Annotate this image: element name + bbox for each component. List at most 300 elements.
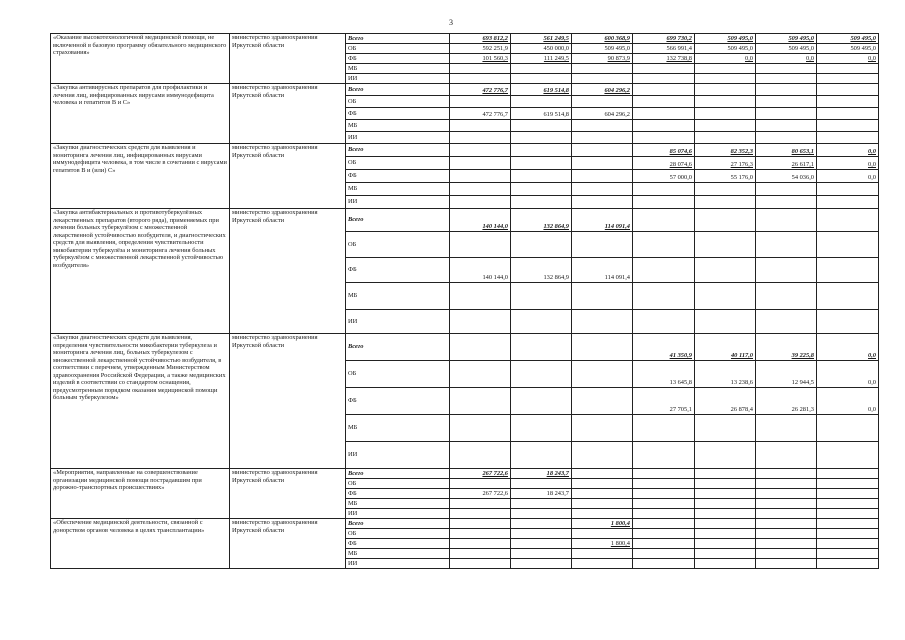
amount-cell (695, 310, 756, 334)
funding-source: ФБ (346, 539, 450, 549)
amount-cell (511, 196, 572, 209)
amount-cell: 561 249,5 (511, 34, 572, 44)
funding-source: ИИ (346, 132, 450, 144)
amount-cell (511, 64, 572, 74)
funding-source: Всего (346, 209, 450, 232)
amount-cell (695, 442, 756, 469)
amount-cell: 600 368,9 (572, 34, 633, 44)
amount-cell (695, 64, 756, 74)
amount-cell (817, 74, 879, 84)
amount-cell (572, 120, 633, 132)
amount-cell (695, 415, 756, 442)
amount-cell (572, 232, 633, 258)
amount-cell (756, 283, 817, 310)
table-row (51, 469, 879, 479)
amount-cell (633, 415, 695, 442)
amount-cell: 114 091,4 (572, 209, 633, 232)
funding-source: ФБ (346, 54, 450, 64)
amount-cell (450, 120, 511, 132)
amount-cell: 132 864,9 (511, 258, 572, 283)
amount-cell (817, 64, 879, 74)
amount-cell (511, 132, 572, 144)
amount-cell (511, 388, 572, 415)
funding-source: ФБ (346, 489, 450, 499)
amount-cell: 101 560,3 (450, 54, 511, 64)
funding-source: ОБ (346, 157, 450, 170)
amount-cell (756, 519, 817, 529)
amount-cell: 1 800,4 (572, 519, 633, 529)
amount-cell (756, 120, 817, 132)
amount-cell (756, 74, 817, 84)
amount-cell (572, 157, 633, 170)
amount-cell (633, 183, 695, 196)
amount-cell (695, 539, 756, 549)
amount-cell (572, 361, 633, 388)
amount-cell (695, 120, 756, 132)
amount-cell: 140 144,0 (450, 258, 511, 283)
responsible-executor: министерство здравоохранения Иркутской области (230, 84, 346, 144)
amount-cell (756, 232, 817, 258)
amount-cell (817, 120, 879, 132)
amount-cell (572, 559, 633, 569)
funding-source: ОБ (346, 96, 450, 108)
amount-cell (756, 509, 817, 519)
amount-cell (695, 469, 756, 479)
amount-cell (817, 96, 879, 108)
amount-cell (695, 108, 756, 120)
amount-cell: 114 091,4 (572, 258, 633, 283)
amount-cell (756, 469, 817, 479)
funding-source: ИИ (346, 196, 450, 209)
amount-cell (817, 232, 879, 258)
amount-cell (511, 499, 572, 509)
amount-cell (572, 144, 633, 157)
amount-cell (695, 209, 756, 232)
amount-cell (511, 361, 572, 388)
funding-source: ФБ (346, 258, 450, 283)
amount-cell (633, 232, 695, 258)
amount-cell: 472 776,7 (450, 84, 511, 96)
amount-cell (695, 258, 756, 283)
amount-cell (756, 529, 817, 539)
responsible-executor: министерство здравоохранения Иркутской области (230, 334, 346, 469)
amount-cell (695, 183, 756, 196)
amount-cell (633, 549, 695, 559)
amount-cell (817, 84, 879, 96)
amount-cell: 0,0 (817, 170, 879, 183)
funding-source: МБ (346, 64, 450, 74)
table-row (51, 519, 879, 529)
amount-cell: 90 873,9 (572, 54, 633, 64)
funding-source: ОБ (346, 529, 450, 539)
funding-source: МБ (346, 120, 450, 132)
amount-cell: 18 243,7 (511, 489, 572, 499)
amount-cell (695, 479, 756, 489)
amount-cell (756, 559, 817, 569)
amount-cell (511, 539, 572, 549)
amount-cell: 18 243,7 (511, 469, 572, 479)
amount-cell (756, 549, 817, 559)
table-row (51, 84, 879, 96)
funding-source: ИИ (346, 559, 450, 569)
amount-cell: 267 722,6 (450, 489, 511, 499)
amount-cell (511, 415, 572, 442)
amount-cell (695, 489, 756, 499)
amount-cell (756, 96, 817, 108)
amount-cell (633, 529, 695, 539)
funding-source: Всего (346, 334, 450, 361)
amount-cell: 26 878,4 (695, 388, 756, 415)
amount-cell (633, 64, 695, 74)
event-name: «Мероприятия, направленные на совершенствование организации медицинской помощи пострадавшим при дорожно-транспортных происшествиях» (51, 469, 230, 519)
funding-source: Всего (346, 469, 450, 479)
amount-cell (572, 334, 633, 361)
amount-cell (633, 84, 695, 96)
amount-cell (450, 310, 511, 334)
amount-cell: 267 722,6 (450, 469, 511, 479)
amount-cell (817, 258, 879, 283)
amount-cell (450, 157, 511, 170)
amount-cell (572, 132, 633, 144)
funding-source: Всего (346, 519, 450, 529)
amount-cell (633, 196, 695, 209)
amount-cell (695, 96, 756, 108)
amount-cell: 40 117,0 (695, 334, 756, 361)
amount-cell (633, 108, 695, 120)
responsible-executor: министерство здравоохранения Иркутской области (230, 209, 346, 334)
event-name: «Закупки диагностических средств для выявления и мониторинга лечения лиц, инфицированных вирусами иммунодефицита человека, в том числе в сочетании с вирусами гепатитов В и (или) С» (51, 144, 230, 209)
amount-cell (450, 442, 511, 469)
amount-cell (572, 479, 633, 489)
amount-cell: 27 705,1 (633, 388, 695, 415)
amount-cell (450, 334, 511, 361)
amount-cell (817, 415, 879, 442)
event-name: «Оказание высокотехнологичной медицинской помощи, не включенной в базовую программу обязательного медицинского страхования» (51, 34, 230, 84)
amount-cell (817, 509, 879, 519)
funding-source: ИИ (346, 509, 450, 519)
amount-cell (817, 183, 879, 196)
amount-cell: 472 776,7 (450, 108, 511, 120)
amount-cell (695, 196, 756, 209)
amount-cell (817, 196, 879, 209)
event-name: «Закупки диагностических средств для выявления, определения чувствительности микобактерии туберкулеза и мониторинга лечения лиц, больных туберкулезом с множественной лекарственной устойчивостью возбудителя, в соответствии с перечнем, утвержденным Министерством здравоохранения Российской Федерации, а также медицинских изделий в соответствии со стандартом оснащения, предусмотренным порядком оказания медицинской помощи больным туберкулезом» (51, 334, 230, 469)
amount-cell (695, 74, 756, 84)
amount-cell (511, 334, 572, 361)
amount-cell: 132 738,8 (633, 54, 695, 64)
funding-source: Всего (346, 144, 450, 157)
funding-source: МБ (346, 415, 450, 442)
amount-cell: 0,0 (817, 144, 879, 157)
amount-cell (511, 559, 572, 569)
amount-cell (572, 283, 633, 310)
amount-cell: 619 514,8 (511, 108, 572, 120)
amount-cell (633, 120, 695, 132)
amount-cell: 509 495,0 (756, 34, 817, 44)
amount-cell (511, 170, 572, 183)
amount-cell (633, 283, 695, 310)
amount-cell: 39 225,8 (756, 334, 817, 361)
amount-cell (633, 74, 695, 84)
amount-cell: 0,0 (817, 54, 879, 64)
table-row (51, 34, 879, 44)
amount-cell (756, 415, 817, 442)
amount-cell: 0,0 (817, 361, 879, 388)
responsible-executor: министерство здравоохранения Иркутской области (230, 34, 346, 84)
amount-cell (450, 144, 511, 157)
amount-cell (756, 183, 817, 196)
amount-cell: 41 350,9 (633, 334, 695, 361)
amount-cell (756, 84, 817, 96)
amount-cell (511, 509, 572, 519)
amount-cell (572, 499, 633, 509)
amount-cell: 0,0 (817, 388, 879, 415)
amount-cell (633, 539, 695, 549)
amount-cell (572, 74, 633, 84)
amount-cell (695, 232, 756, 258)
amount-cell (511, 157, 572, 170)
amount-cell (633, 258, 695, 283)
amount-cell: 13 238,6 (695, 361, 756, 388)
amount-cell (572, 388, 633, 415)
funding-source: МБ (346, 283, 450, 310)
amount-cell (450, 539, 511, 549)
amount-cell (695, 559, 756, 569)
page-number: 3 (449, 18, 453, 27)
responsible-executor: министерство здравоохранения Иркутской области (230, 469, 346, 519)
funding-source: ФБ (346, 108, 450, 120)
amount-cell: 54 036,0 (756, 170, 817, 183)
funding-source: ОБ (346, 479, 450, 489)
amount-cell (511, 442, 572, 469)
amount-cell: 693 812,2 (450, 34, 511, 44)
amount-cell (572, 64, 633, 74)
amount-cell: 57 000,0 (633, 170, 695, 183)
amount-cell (695, 132, 756, 144)
amount-cell (756, 479, 817, 489)
amount-cell (817, 519, 879, 529)
amount-cell (572, 442, 633, 469)
amount-cell (511, 549, 572, 559)
funding-source: МБ (346, 183, 450, 196)
amount-cell (450, 479, 511, 489)
amount-cell (756, 132, 817, 144)
amount-cell (695, 499, 756, 509)
amount-cell (633, 489, 695, 499)
amount-cell (511, 479, 572, 489)
amount-cell (817, 442, 879, 469)
amount-cell (817, 132, 879, 144)
amount-cell: 604 296,2 (572, 84, 633, 96)
table-row (51, 209, 879, 232)
amount-cell (511, 283, 572, 310)
funding-table (50, 33, 879, 569)
amount-cell (695, 283, 756, 310)
amount-cell: 55 176,0 (695, 170, 756, 183)
amount-cell (817, 108, 879, 120)
amount-cell (633, 442, 695, 469)
amount-cell (572, 310, 633, 334)
amount-cell (572, 183, 633, 196)
amount-cell (633, 132, 695, 144)
amount-cell: 0,0 (817, 334, 879, 361)
amount-cell (756, 539, 817, 549)
amount-cell (450, 559, 511, 569)
amount-cell (817, 549, 879, 559)
amount-cell: 28 074,6 (633, 157, 695, 170)
amount-cell (450, 74, 511, 84)
amount-cell: 0,0 (756, 54, 817, 64)
funding-source: ФБ (346, 388, 450, 415)
amount-cell (817, 479, 879, 489)
amount-cell: 26 281,3 (756, 388, 817, 415)
amount-cell (572, 96, 633, 108)
amount-cell: 509 495,0 (695, 44, 756, 54)
amount-cell (633, 310, 695, 334)
amount-cell (450, 519, 511, 529)
amount-cell (511, 529, 572, 539)
amount-cell: 111 249,5 (511, 54, 572, 64)
amount-cell (511, 120, 572, 132)
amount-cell: 509 495,0 (817, 34, 879, 44)
amount-cell: 450 000,0 (511, 44, 572, 54)
amount-cell: 27 176,3 (695, 157, 756, 170)
amount-cell (633, 209, 695, 232)
amount-cell (817, 539, 879, 549)
amount-cell (572, 469, 633, 479)
responsible-executor: министерство здравоохранения Иркутской области (230, 519, 346, 569)
amount-cell (756, 310, 817, 334)
amount-cell (572, 489, 633, 499)
amount-cell (450, 509, 511, 519)
amount-cell: 509 495,0 (817, 44, 879, 54)
amount-cell (450, 196, 511, 209)
amount-cell: 509 495,0 (572, 44, 633, 54)
amount-cell (817, 489, 879, 499)
amount-cell: 0,0 (817, 157, 879, 170)
amount-cell (633, 469, 695, 479)
amount-cell (450, 283, 511, 310)
amount-cell (450, 183, 511, 196)
amount-cell (756, 196, 817, 209)
amount-cell (450, 170, 511, 183)
amount-cell (450, 499, 511, 509)
amount-cell (695, 519, 756, 529)
amount-cell: 699 730,2 (633, 34, 695, 44)
amount-cell: 592 251,9 (450, 44, 511, 54)
amount-cell (572, 196, 633, 209)
responsible-executor: министерство здравоохранения Иркутской области (230, 144, 346, 209)
amount-cell (450, 361, 511, 388)
funding-source: ОБ (346, 232, 450, 258)
amount-cell (511, 183, 572, 196)
amount-cell: 85 074,6 (633, 144, 695, 157)
funding-source: ИИ (346, 310, 450, 334)
amount-cell (511, 74, 572, 84)
amount-cell (572, 549, 633, 559)
amount-cell (450, 232, 511, 258)
event-name: «Обеспечение медицинской деятельности, связанной с донорством органов человека в целях трансплантации» (51, 519, 230, 569)
amount-cell (633, 499, 695, 509)
funding-source: ОБ (346, 44, 450, 54)
amount-cell (633, 96, 695, 108)
amount-cell: 566 991,4 (633, 44, 695, 54)
event-name: «Закупка антибактериальных и противотуберкулёзных лекарственных препаратов (второго ряда), применяемых при лечении больных туберкулёзом с множественной лекарственной устойчивостью возбудителя, и диагностических средств для выявления, определения чувствительности микобактерии туберкулёза и мониторинга лечения больных туберкулёзом с множественной лекарственной устойчивостью возбудителя» (51, 209, 230, 334)
amount-cell (572, 170, 633, 183)
amount-cell (756, 489, 817, 499)
amount-cell (450, 388, 511, 415)
amount-cell (695, 84, 756, 96)
amount-cell: 13 645,8 (633, 361, 695, 388)
funding-source: МБ (346, 499, 450, 509)
amount-cell: 12 944,5 (756, 361, 817, 388)
funding-source: Всего (346, 84, 450, 96)
amount-cell (695, 509, 756, 519)
amount-cell (817, 559, 879, 569)
amount-cell (511, 310, 572, 334)
amount-cell (450, 549, 511, 559)
amount-cell: 509 495,0 (756, 44, 817, 54)
amount-cell (817, 499, 879, 509)
amount-cell (450, 415, 511, 442)
amount-cell (695, 549, 756, 559)
amount-cell (511, 144, 572, 157)
amount-cell: 26 617,1 (756, 157, 817, 170)
amount-cell (572, 509, 633, 519)
amount-cell (450, 132, 511, 144)
funding-source: Всего (346, 34, 450, 44)
amount-cell: 619 514,8 (511, 84, 572, 96)
amount-cell (633, 509, 695, 519)
amount-cell (817, 529, 879, 539)
amount-cell: 0,0 (695, 54, 756, 64)
amount-cell (756, 258, 817, 283)
amount-cell (511, 232, 572, 258)
amount-cell (450, 529, 511, 539)
funding-source: ИИ (346, 442, 450, 469)
amount-cell (633, 479, 695, 489)
amount-cell (817, 310, 879, 334)
funding-source: ИИ (346, 74, 450, 84)
funding-source: МБ (346, 549, 450, 559)
amount-cell: 80 653,1 (756, 144, 817, 157)
event-name: «Закупка антивирусных препаратов для профилактики и лечения лиц, инфицированных вирусами иммунодефицита человека и гепатитов В и С» (51, 84, 230, 144)
amount-cell (572, 415, 633, 442)
amount-cell: 82 352,3 (695, 144, 756, 157)
amount-cell: 1 800,4 (572, 539, 633, 549)
amount-cell (756, 442, 817, 469)
amount-cell (817, 469, 879, 479)
amount-cell (450, 64, 511, 74)
table-row (51, 334, 879, 361)
amount-cell (450, 96, 511, 108)
amount-cell: 509 495,0 (695, 34, 756, 44)
table-row (51, 144, 879, 157)
amount-cell (633, 559, 695, 569)
amount-cell (572, 529, 633, 539)
amount-cell: 604 296,2 (572, 108, 633, 120)
funding-source: ФБ (346, 170, 450, 183)
amount-cell (511, 96, 572, 108)
amount-cell: 140 144,0 (450, 209, 511, 232)
amount-cell (756, 108, 817, 120)
amount-cell (817, 283, 879, 310)
funding-source: ОБ (346, 361, 450, 388)
amount-cell (633, 519, 695, 529)
amount-cell (817, 209, 879, 232)
amount-cell (756, 499, 817, 509)
amount-cell (511, 519, 572, 529)
amount-cell (756, 209, 817, 232)
